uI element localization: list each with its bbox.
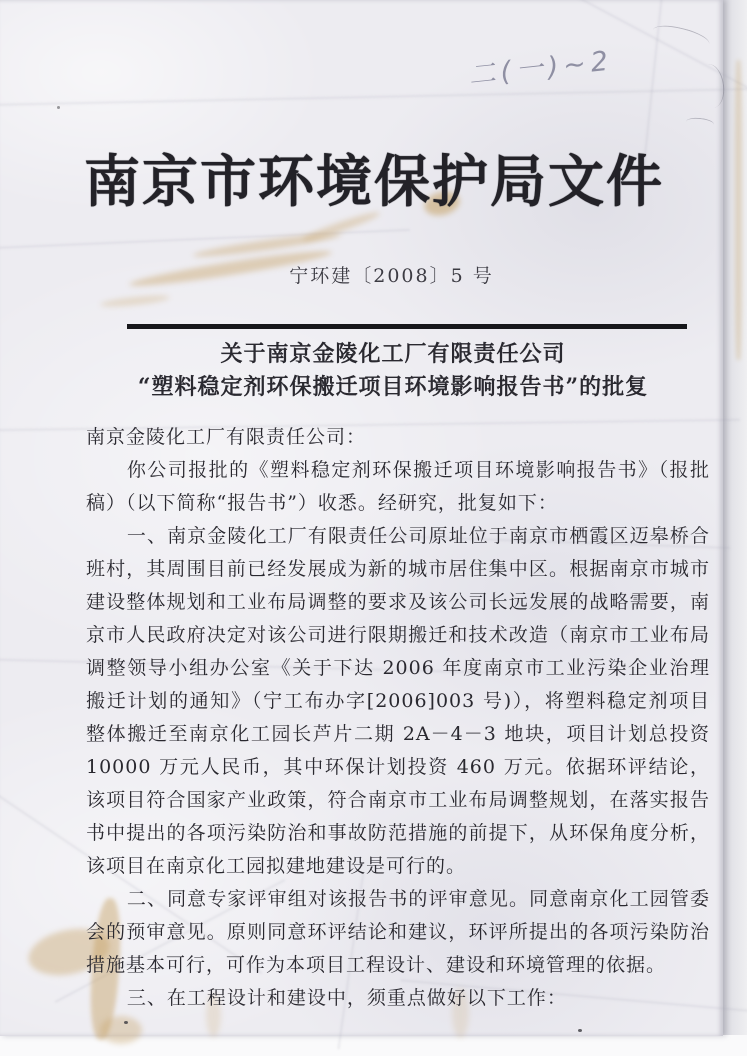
handwritten-note: 二(一)~2 xyxy=(467,45,615,92)
body-paragraph: 三、在工程设计和建设中，须重点做好以下工作： xyxy=(126,987,567,1009)
pencil-scribble xyxy=(695,62,727,109)
stain-streak xyxy=(100,293,170,308)
body-paragraph: 你公司报批的《塑料稳定剂环保搬迁项目环境影响报告书》（报批稿）（以下简称“报告书”）收悉。经研究，批复如下： xyxy=(86,459,710,514)
pencil-scribble xyxy=(686,117,715,130)
subject-heading xyxy=(40,338,746,404)
document-number: 宁环建〔2008〕5 号 xyxy=(289,265,494,287)
pencil-scribble xyxy=(651,21,712,52)
body-paragraph: 一、南京金陵化工厂有限责任公司原址位于南京市栖霞区迈皋桥合班村，其周围目前已经发展成为新的城市居住集中区。根据南京市城市建设整体规划和工业布局调整的要求及该公司长远发展的战略需要，南京市人民政府决定对该公司进行限期搬迁和技术改造（南京市工业布局调整领导小组办公室《关于下达 2006 年度南京市工业污染企业治理搬迁计划的通知》（宁工布办字[2006]003 号)），将塑料稳定剂项目整体搬迁至南京化工园长芦片二期 2A－4－3 地块，项目计划总投资 10000 万元人民币，其中环保计划投资 460 万元。依据环评结论，该项目符合国家产业政策，符合南京市工业布局调整规划，在落实报告书中提出的各项污染防治和事故防范措施的前提下，从环保角度分析，该项目在南京化工园拟建地建设是可行的。 xyxy=(86,525,710,877)
stain-right-edge xyxy=(735,60,742,360)
paper-crease xyxy=(0,229,410,249)
stain-bottom-left-blob xyxy=(100,1016,142,1044)
salutation: 南京金陵化工厂有限责任公司： xyxy=(86,426,367,448)
ink-dot xyxy=(57,106,60,109)
document-body xyxy=(86,421,710,1015)
subject-line-2: “塑料稳定剂环保搬迁项目环境影响报告书”的批复 xyxy=(137,374,649,400)
paper-crease xyxy=(0,88,747,106)
letterhead-title: 南京市环境保护局文件 xyxy=(84,149,664,215)
letterhead-divider-rule xyxy=(127,324,687,329)
ink-dot xyxy=(578,1029,582,1032)
ink-dot xyxy=(124,1021,128,1024)
subject-line-1: 关于南京金陵化工厂有限责任公司 xyxy=(220,341,566,367)
body-paragraph: 二、同意专家评审组对该报告书的评审意见。同意南京化工园管委会的预审意见。原则同意环评结论和建议，环评所提出的各项污染防治措施基本可行，可作为本项目工程设计、建设和环境管理的依据。 xyxy=(86,888,710,976)
